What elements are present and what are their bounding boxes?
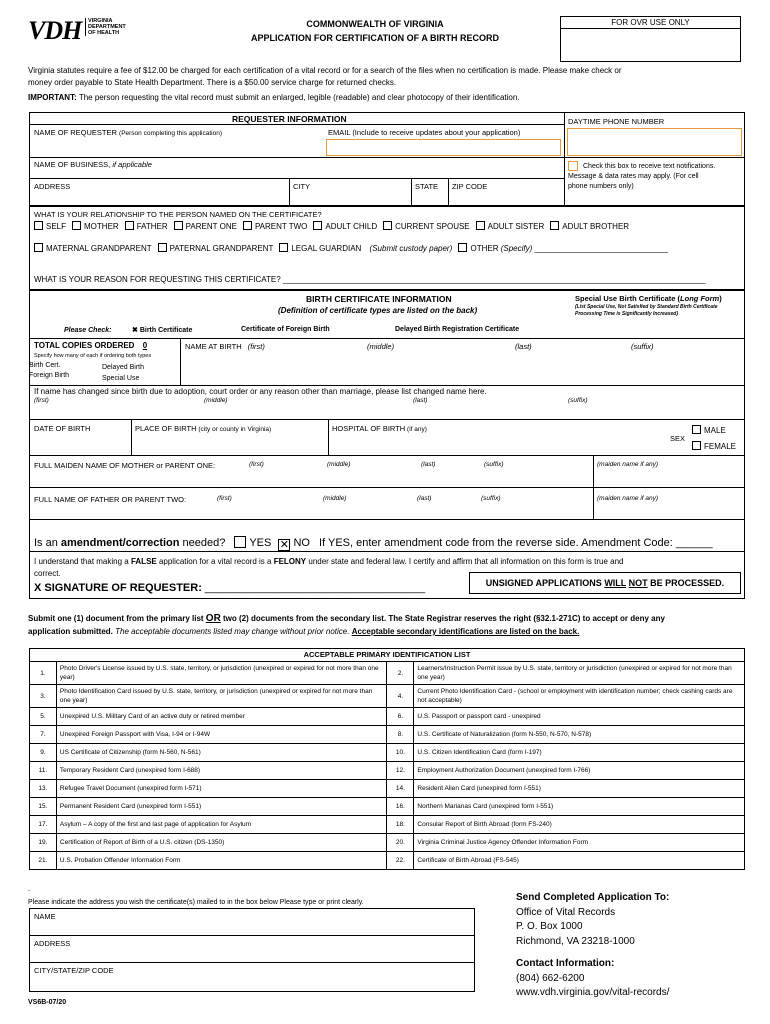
option-label: PARENT ONE: [185, 222, 237, 231]
mailing-address-label[interactable]: ADDRESS: [34, 939, 71, 948]
id-document: Consular Report of Birth Abroad (form FS-240): [414, 816, 745, 834]
primary-id-table: [29, 648, 745, 870]
table-row: [30, 744, 745, 762]
option-label: LEGAL GUARDIAN: [291, 244, 362, 253]
father-middle: (middle): [323, 495, 347, 502]
id-document: Current Photo Identification Card - (school or employment with identification number; check cashing cards are not acceptable): [414, 685, 745, 708]
contact-title: Contact Information:: [516, 958, 615, 969]
send-to-title: Send Completed Application To:: [516, 892, 670, 903]
other-label: OTHER: [470, 244, 499, 253]
special-title-end: ): [719, 294, 722, 303]
business-label: [34, 160, 152, 169]
copies-label-text: TOTAL COPIES ORDERED: [34, 341, 135, 350]
phone-input[interactable]: [567, 128, 742, 156]
female-label: FEMALE: [704, 442, 737, 451]
id-document: U.S. Passport or passport card - unexpired: [414, 708, 745, 726]
id-document: U.S. Citizen Identification Card (form I-197): [414, 744, 745, 762]
nab-suffix: (suffix): [631, 342, 654, 351]
id-number: 9.: [30, 744, 57, 762]
id-document: Certification of Report of Birth of a U.S. citizen (DS-1350): [56, 834, 387, 852]
address-label: ADDRESS: [34, 182, 71, 191]
father-label: FULL NAME OF FATHER OR PARENT TWO:: [34, 495, 187, 504]
row1-option-self[interactable]: [34, 222, 66, 231]
mailing-dot: .: [28, 884, 31, 893]
id-number: 15.: [30, 798, 57, 816]
id-document: Unexpired Foreign Passport with Visa, I-94 or I-94W: [56, 726, 387, 744]
submit-t5: Acceptable secondary identifications are listed on the back.: [351, 627, 580, 636]
id-number: 19.: [30, 834, 57, 852]
text-notice-3: phone numbers only): [568, 183, 634, 190]
option-label: MATERNAL GRANDPARENT: [46, 244, 152, 253]
id-number: 17.: [30, 816, 57, 834]
amend-no-label: NO: [293, 537, 310, 549]
important-text: The person requesting the vital record must submit an enlarged, legible (readable) and clear photocopy of their identification.: [76, 93, 520, 102]
id-number: 2.: [387, 662, 414, 685]
unsigned-will: WILL: [604, 578, 627, 588]
city-label: CITY: [293, 182, 311, 191]
send-to-l2: P. O. Box 1000: [516, 921, 583, 932]
signature-line[interactable]: [34, 582, 425, 594]
id-number: 1.: [30, 662, 57, 685]
type-birth-certificate[interactable]: [132, 326, 192, 334]
zip-label: ZIP CODE: [452, 182, 488, 191]
copies-value[interactable]: 0: [142, 341, 148, 350]
submit-t1: Submit one (1) document from the primary list: [28, 614, 206, 623]
form-title-2: APPLICATION FOR CERTIFICATION OF A BIRTH RECORD: [251, 33, 499, 43]
row1-option-adult-child[interactable]: [313, 222, 377, 231]
unsigned-warning: [469, 572, 741, 594]
id-number: 14.: [387, 780, 414, 798]
mailing-city-label[interactable]: CITY/STATE/ZIP CODE: [34, 966, 114, 975]
mother-first: (first): [249, 461, 264, 468]
hospital-label-text: HOSPITAL OF BIRTH: [332, 424, 406, 433]
unsigned-t2: BE PROCESSED.: [647, 578, 725, 588]
checkbox[interactable]: [243, 221, 252, 230]
id-document: Photo Identification Card issued by U.S. state, territory, or jurisdiction (unexpired or expired for not more than one year): [56, 685, 387, 708]
row1-option-current-spouse[interactable]: [383, 222, 470, 231]
checkbox[interactable]: [125, 221, 134, 230]
table-row: [30, 780, 745, 798]
table-row: [30, 834, 745, 852]
father-maiden: (maiden name if any): [597, 495, 659, 502]
row1-option-father[interactable]: [125, 222, 168, 231]
id-document: Virginia Criminal Justice Agency Offender Information Form: [414, 834, 745, 852]
id-number: 6.: [387, 708, 414, 726]
text-notice: [568, 162, 715, 192]
submit-t4: The acceptable documents listed may change without prior notice.: [112, 627, 352, 636]
male-label: MALE: [704, 426, 726, 435]
copies-delayed-birth: Delayed Birth: [102, 364, 145, 371]
mother-middle: (middle): [327, 461, 351, 468]
pob-label: [135, 424, 271, 433]
id-number: 5.: [30, 708, 57, 726]
table-row: [30, 798, 745, 816]
other-line: ______________________________: [532, 244, 668, 253]
form-title-1: COMMONWEALTH OF VIRGINIA: [306, 19, 444, 29]
mailing-box: [29, 908, 475, 992]
mother-maiden: (maiden name if any): [597, 461, 659, 468]
id-number: 22.: [387, 852, 414, 870]
table-row: [30, 685, 745, 708]
id-document: U.S. Probation Offender Information Form: [56, 852, 387, 870]
guardian-hint: (Submit custody paper): [369, 244, 453, 253]
unsigned-t1: UNSIGNED APPLICATIONS: [485, 578, 605, 588]
id-number: 10.: [387, 744, 414, 762]
table-row: [30, 762, 745, 780]
amend-q2: needed?: [179, 537, 226, 549]
special-sub-2: Processing Time is Significantly Increased): [575, 311, 679, 317]
table-row: [30, 662, 745, 685]
id-number: 16.: [387, 798, 414, 816]
ovr-use-label: FOR OVR USE ONLY: [561, 17, 740, 29]
checkbox[interactable]: [383, 221, 392, 230]
hospital-hint: (if any): [405, 426, 427, 433]
submit-t2: two (2) documents from the secondary list. The State Registrar reserves the right (§32.1-271C) to accept or deny any: [220, 614, 665, 623]
please-check: Please Check:: [64, 327, 112, 334]
id-document: Unexpired U.S. Military Card of an active duty or retired member: [56, 708, 387, 726]
id-number: 18.: [387, 816, 414, 834]
checkbox[interactable]: [174, 221, 183, 230]
relationship-row-2: [34, 243, 668, 253]
option-label: MOTHER: [84, 222, 119, 231]
row1-option-mother[interactable]: [72, 222, 119, 231]
id-document: Refugee Travel Document (unexpired form I-571): [56, 780, 387, 798]
logo-sub-3: OF HEALTH: [88, 30, 120, 36]
sex-female-option[interactable]: [692, 441, 736, 451]
reason-question: WHAT IS YOUR REASON FOR REQUESTING THIS CERTIFICATE? _______________________________________________________________________________________________: [34, 275, 706, 284]
pob-label-text: PLACE OF BIRTH: [135, 424, 197, 433]
felony-notice: [34, 557, 624, 566]
option-label: FATHER: [136, 222, 168, 231]
special-sub-1: (List Special Use, Not Satisfied by Standard Birth Certificate: [575, 304, 718, 310]
option-label: PARENT TWO: [254, 222, 308, 231]
logo-sub-2: DEPARTMENT: [88, 24, 126, 30]
nab-first: (first): [247, 342, 265, 351]
felony-t2: application for a vital record is a: [156, 557, 274, 566]
important-label: IMPORTANT:: [28, 93, 77, 102]
id-number: 12.: [387, 762, 414, 780]
row2-option-maternal-grandparent[interactable]: [34, 244, 152, 253]
send-to-l1: Office of Vital Records: [516, 906, 616, 918]
logo-sub-1: VIRGINIA: [88, 18, 113, 24]
email-label: EMAIL (Include to receive updates about your application): [328, 128, 521, 137]
logo-text: VDH: [28, 16, 82, 45]
special-title-long: Long Form: [680, 294, 720, 303]
checkbox[interactable]: [476, 221, 485, 230]
copies-hint: Specify how many of each if ordering both types: [34, 353, 152, 359]
checkbox[interactable]: [72, 221, 81, 230]
id-document: Asylum – A copy of the first and last page of application for Asylum: [56, 816, 387, 834]
copies-birth-cert: Birth Cert.: [29, 362, 61, 369]
id-number: 8.: [387, 726, 414, 744]
name-at-birth-text: NAME AT BIRTH: [185, 342, 242, 351]
send-to-l3: Richmond, VA 23218-1000: [516, 935, 635, 947]
fee-text-1: Virginia statutes require a fee of $12.00 be charged for each certification of a vital record or for a search of the files when no certification is made. Please make check or: [28, 66, 622, 75]
table-row: [30, 726, 745, 744]
name-hint: (Person completing this application): [119, 130, 222, 137]
id-document: Employment Authorization Document (unexpired form I-766): [414, 762, 745, 780]
sex-male-option[interactable]: [692, 425, 726, 435]
checkbox[interactable]: [34, 221, 43, 230]
felony-false: FALSE: [130, 557, 157, 566]
id-document: Resident Alien Card (unexpired form I-551): [414, 780, 745, 798]
id-document: Temporary Resident Card (unexpired form I-688): [56, 762, 387, 780]
submit-t3: application submitted.: [28, 627, 113, 636]
mother-label: FULL MAIDEN NAME OF MOTHER or PARENT ONE:: [34, 461, 216, 470]
id-document: Northern Marianas Card (unexpired form I-551): [414, 798, 745, 816]
submit-instructions-2: [28, 627, 579, 636]
business-hint: if applicable: [110, 160, 152, 169]
special-use-sub: [575, 304, 718, 318]
form-number: VS6B-07/20: [28, 999, 67, 1006]
father-suffix: (suffix): [481, 495, 501, 502]
option-label: ADULT SISTER: [487, 222, 545, 231]
contact-web[interactable]: www.vdh.virginia.gov/vital-records/: [516, 987, 670, 998]
amend-rest: If YES, enter amendment code from the reverse side. Amendment Code: ______: [319, 537, 713, 549]
mother-suffix: (suffix): [484, 461, 504, 468]
felony-t1: I understand that making a: [34, 557, 131, 566]
id-number: 3.: [30, 685, 57, 708]
sex-label: SEX: [670, 434, 686, 443]
changed-last: (last): [413, 397, 428, 404]
id-document: US Certificate of Citizenship (form N-560, N-561): [56, 744, 387, 762]
row1-option-adult-sister[interactable]: [476, 222, 545, 231]
mailing-name-label[interactable]: NAME: [34, 912, 56, 921]
phone-label: DAYTIME PHONE NUMBER: [568, 117, 665, 126]
id-document: U.S. Certificate of Naturalization (form N-550, N-570, N-578): [414, 726, 745, 744]
row2-option-paternal-grandparent[interactable]: [158, 244, 274, 253]
other-hint: (Specify): [500, 244, 533, 253]
hospital-label: [332, 424, 427, 433]
dob-label: DATE OF BIRTH: [34, 424, 91, 433]
pob-hint: (city or county in Virginia): [196, 426, 272, 433]
option-label: CURRENT SPOUSE: [395, 222, 470, 231]
amend-yes-label: YES: [249, 537, 272, 549]
important-note: [28, 93, 520, 102]
ovr-use-box: [560, 16, 741, 62]
option-label: ADULT CHILD: [325, 222, 378, 231]
changed-suffix: (suffix): [568, 397, 588, 404]
nab-middle: (middle): [367, 342, 395, 351]
row2-option-legal-guardian[interactable]: [279, 244, 361, 253]
copies-foreign-birth: Foreign Birth: [29, 372, 70, 379]
birth-info-title: BIRTH CERTIFICATE INFORMATION: [306, 294, 452, 304]
changed-middle: (middle): [204, 397, 228, 404]
submit-or: OR: [205, 613, 221, 624]
text-notice-1: Check this box to receive text notifications.: [583, 163, 716, 170]
id-number: 11.: [30, 762, 57, 780]
contact-phone: (804) 662-6200: [516, 972, 585, 984]
row1-option-parent-one[interactable]: [174, 222, 237, 231]
state-label: STATE: [415, 182, 439, 191]
birth-cert-check-mark: ✖: [132, 327, 138, 334]
id-table-title: ACCEPTABLE PRIMARY IDENTIFICATION LIST: [30, 649, 745, 662]
table-row: [30, 816, 745, 834]
signature-label: X SIGNATURE OF REQUESTER:: [34, 582, 202, 594]
mailing-instruction: Please indicate the address you wish the certificate(s) mailed to in the box below Please type or print clearly.: [28, 899, 364, 906]
business-label-text: NAME OF BUSINESS,: [34, 160, 111, 169]
father-first: (first): [217, 495, 232, 502]
amend-no-checkbox[interactable]: ✕: [279, 539, 289, 551]
special-use-title: [575, 294, 722, 303]
checkbox[interactable]: [279, 243, 288, 252]
id-number: 7.: [30, 726, 57, 744]
checkbox[interactable]: [550, 221, 559, 230]
id-number: 21.: [30, 852, 57, 870]
id-document: Permanent Resident Card (unexpired form I-551): [56, 798, 387, 816]
row1-option-adult-brother[interactable]: [550, 222, 629, 231]
option-label: ADULT BROTHER: [562, 222, 630, 231]
unsigned-not: NOT: [628, 578, 648, 588]
copies-label: [34, 341, 153, 350]
id-number: 20.: [387, 834, 414, 852]
option-label: SELF: [46, 222, 67, 231]
other-checkbox[interactable]: [458, 243, 467, 252]
changed-first: (first): [34, 397, 49, 404]
relationship-question: WHAT IS YOUR RELATIONSHIP TO THE PERSON NAMED ON THE CERTIFICATE?: [34, 210, 322, 219]
id-document: Photo Driver's License issued by U.S. state, territory, or jurisdiction (unexpired or expired for not more than one year): [56, 662, 387, 685]
id-document: Learners/Instruction Permit issue by U.S. state, territory or jurisdiction (unexpired or expired for not more than one year): [414, 662, 745, 685]
row1-option-parent-two[interactable]: [243, 222, 307, 231]
text-notice-2: Message & data rates may apply. (For cell: [568, 173, 699, 180]
birth-info-sub: (Definition of certificate types are listed on the back): [278, 306, 478, 315]
father-last: (last): [417, 495, 432, 502]
table-row: [30, 852, 745, 870]
amend-q1: Is an: [34, 537, 61, 549]
table-row: [30, 708, 745, 726]
amend-bold: amendment/correction: [60, 537, 180, 549]
email-input[interactable]: [326, 139, 561, 156]
requester-name-label: [34, 128, 222, 137]
fee-text-2: money order payable to State Health Department. There is a $50.00 service charge for returned checks.: [28, 78, 397, 87]
checkbox[interactable]: [34, 243, 43, 252]
signature-blank: ____________________________________: [201, 582, 426, 594]
type-foreign-birth[interactable]: Certificate of Foreign Birth: [241, 326, 330, 333]
type-birth-label: Birth Certificate: [139, 327, 193, 334]
type-delayed-birth[interactable]: Delayed Birth Registration Certificate: [395, 326, 520, 333]
id-document: Certificate of Birth Abroad (FS-545): [414, 852, 745, 870]
requester-section-title: REQUESTER INFORMATION: [232, 114, 347, 124]
amendment-question: [34, 536, 713, 551]
copies-special-use: Special Use: [102, 375, 140, 382]
send-to-block: [516, 891, 669, 1001]
nab-last: (last): [515, 342, 532, 351]
felony-word: FELONY: [273, 557, 307, 566]
felony-correct: correct.: [34, 569, 61, 578]
id-number: 13.: [30, 780, 57, 798]
amend-yes-checkbox[interactable]: [234, 536, 246, 548]
option-label: PATERNAL GRANDPARENT: [169, 244, 274, 253]
relationship-row-1: [34, 221, 635, 231]
id-number: 4.: [387, 685, 414, 708]
mother-last: (last): [421, 461, 436, 468]
felony-t3: under state and federal law. I certify and affirm that all information on this form is true and: [306, 557, 624, 566]
checkbox[interactable]: [158, 243, 167, 252]
name-at-birth-label: [185, 342, 265, 351]
name-label-text: NAME OF REQUESTER: [34, 128, 117, 137]
submit-instructions: [28, 613, 665, 624]
special-title: Special Use Birth Certificate (: [575, 294, 681, 303]
name-changed-text: If name has changed since birth due to adoption, court order or any reason other than marriage, please list changed name here.: [34, 387, 487, 396]
checkbox[interactable]: [313, 221, 322, 230]
